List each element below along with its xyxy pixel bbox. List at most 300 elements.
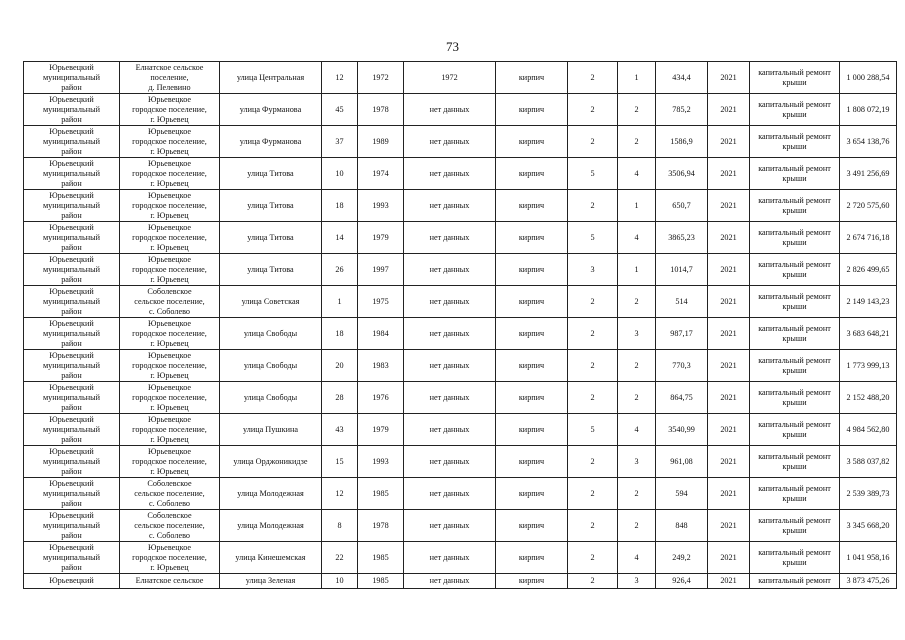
wall-material-cell: кирпич xyxy=(496,574,568,589)
work-type-cell-line: капитальный ремонт xyxy=(758,99,831,109)
area-cell: 249,2 xyxy=(656,542,708,574)
settlement-cell-line: г. Юрьевец xyxy=(150,242,189,252)
settlement-cell-line: г. Юрьевец xyxy=(150,370,189,380)
district-cell xyxy=(24,190,120,222)
district-cell-line: район xyxy=(61,402,82,412)
district-cell-line: муниципальный xyxy=(43,200,100,210)
house-number-cell: 14 xyxy=(322,222,358,254)
cost-cell: 1 808 072,19 xyxy=(840,94,897,126)
year-built-cell: 1978 xyxy=(358,94,404,126)
district-cell-line: район xyxy=(61,242,82,252)
area-cell: 770,3 xyxy=(656,350,708,382)
table-row xyxy=(24,62,897,94)
year-commissioning-cell: нет данных xyxy=(404,574,496,589)
settlement-cell-line: г. Юрьевец xyxy=(150,466,189,476)
area-cell: 864,75 xyxy=(656,382,708,414)
district-cell xyxy=(24,382,120,414)
district-cell-line: муниципальный xyxy=(43,136,100,146)
work-type-cell xyxy=(750,446,840,478)
wall-material-cell: кирпич xyxy=(496,190,568,222)
district-cell-line: Юрьевецкий xyxy=(49,318,94,328)
wall-material-cell: кирпич xyxy=(496,254,568,286)
work-type-cell xyxy=(750,414,840,446)
year-built-cell: 1985 xyxy=(358,542,404,574)
settlement-cell xyxy=(120,446,220,478)
cost-cell: 3 491 256,69 xyxy=(840,158,897,190)
district-cell xyxy=(24,446,120,478)
floors-cell: 2 xyxy=(568,190,618,222)
settlement-cell xyxy=(120,414,220,446)
entrances-cell: 4 xyxy=(618,222,656,254)
district-cell-line: Юрьевецкий xyxy=(49,478,94,488)
entrances-cell: 2 xyxy=(618,286,656,318)
settlement-cell-line: с. Соболево xyxy=(148,498,191,508)
area-cell: 594 xyxy=(656,478,708,510)
district-cell-line: район xyxy=(61,274,82,284)
settlement-cell-line: городское поселение, xyxy=(132,328,207,338)
wall-material-cell: кирпич xyxy=(496,158,568,190)
wall-material-cell: кирпич xyxy=(496,478,568,510)
table-row xyxy=(24,446,897,478)
district-cell-line: Юрьевецкий xyxy=(49,382,94,392)
entrances-cell: 2 xyxy=(618,510,656,542)
entrances-cell: 1 xyxy=(618,254,656,286)
year-commissioning-cell: нет данных xyxy=(404,446,496,478)
entrances-cell: 4 xyxy=(618,158,656,190)
cost-cell: 1 041 958,16 xyxy=(840,542,897,574)
year-commissioning-cell: нет данных xyxy=(404,94,496,126)
wall-material-cell: кирпич xyxy=(496,414,568,446)
street-cell: улица Фурманова xyxy=(220,94,322,126)
entrances-cell: 2 xyxy=(618,94,656,126)
work-type-cell-line: капитальный ремонт xyxy=(758,515,831,525)
entrances-cell: 1 xyxy=(618,190,656,222)
cost-cell: 4 984 562,80 xyxy=(840,414,897,446)
house-number-cell: 10 xyxy=(322,158,358,190)
settlement-cell-line: городское поселение, xyxy=(132,104,207,114)
street-cell: улица Молодежная xyxy=(220,478,322,510)
house-number-cell: 12 xyxy=(322,62,358,94)
street-cell: улица Пушкина xyxy=(220,414,322,446)
work-type-cell-line: капитальный ремонт xyxy=(758,355,831,365)
entrances-cell: 2 xyxy=(618,382,656,414)
year-commissioning-cell: нет данных xyxy=(404,190,496,222)
work-type-cell xyxy=(750,126,840,158)
cost-cell: 3 654 138,76 xyxy=(840,126,897,158)
floors-cell: 5 xyxy=(568,222,618,254)
area-cell: 434,4 xyxy=(656,62,708,94)
table-body xyxy=(24,62,897,589)
repair-year-cell: 2021 xyxy=(708,510,750,542)
year-built-cell: 1976 xyxy=(358,382,404,414)
work-type-cell-line: крыши xyxy=(782,205,807,215)
street-cell: улица Титова xyxy=(220,222,322,254)
district-cell-line: район xyxy=(61,370,82,380)
work-type-cell-line: крыши xyxy=(782,493,807,503)
district-cell-line: муниципальный xyxy=(43,232,100,242)
district-cell-line: район xyxy=(61,306,82,316)
year-built-cell: 1974 xyxy=(358,158,404,190)
table-row xyxy=(24,254,897,286)
entrances-cell: 4 xyxy=(618,414,656,446)
cost-cell: 3 683 648,21 xyxy=(840,318,897,350)
settlement-cell-line: Юрьевецкое xyxy=(147,350,192,360)
district-cell-line: муниципальный xyxy=(43,72,100,82)
district-cell-line: район xyxy=(61,210,82,220)
work-type-cell xyxy=(750,190,840,222)
district-cell-line: муниципальный xyxy=(43,168,100,178)
district-cell-line: район xyxy=(61,178,82,188)
table-row xyxy=(24,478,897,510)
street-cell: улица Свободы xyxy=(220,318,322,350)
district-cell xyxy=(24,126,120,158)
house-number-cell: 8 xyxy=(322,510,358,542)
area-cell: 650,7 xyxy=(656,190,708,222)
settlement-cell-line: городское поселение, xyxy=(132,200,207,210)
year-commissioning-cell: нет данных xyxy=(404,478,496,510)
settlement-cell-line: Юрьевецкое xyxy=(147,542,192,552)
settlement-cell-line: д. Пелевино xyxy=(148,82,191,92)
floors-cell: 2 xyxy=(568,350,618,382)
street-cell: улица Титова xyxy=(220,254,322,286)
floors-cell: 2 xyxy=(568,286,618,318)
year-built-cell: 1983 xyxy=(358,350,404,382)
house-number-cell: 1 xyxy=(322,286,358,318)
work-type-cell xyxy=(750,318,840,350)
entrances-cell: 4 xyxy=(618,542,656,574)
repair-year-cell: 2021 xyxy=(708,478,750,510)
cost-cell: 1 773 999,13 xyxy=(840,350,897,382)
street-cell: улица Свободы xyxy=(220,350,322,382)
table-row xyxy=(24,126,897,158)
district-cell-line: Юрьевецкий xyxy=(49,190,94,200)
district-cell-line: Юрьевецкий xyxy=(49,576,94,585)
work-type-cell xyxy=(750,222,840,254)
district-cell xyxy=(24,542,120,574)
district-cell-line: район xyxy=(61,82,82,92)
settlement-cell-line: городское поселение, xyxy=(132,264,207,274)
year-built-cell: 1985 xyxy=(358,478,404,510)
repair-year-cell: 2021 xyxy=(708,126,750,158)
district-cell-line: муниципальный xyxy=(43,456,100,466)
wall-material-cell: кирпич xyxy=(496,318,568,350)
repair-year-cell: 2021 xyxy=(708,222,750,254)
settlement-cell xyxy=(120,542,220,574)
district-cell xyxy=(24,350,120,382)
street-cell: улица Свободы xyxy=(220,382,322,414)
settlement-cell-line: г. Юрьевец xyxy=(150,146,189,156)
district-cell-line: район xyxy=(61,466,82,476)
settlement-cell-line: Юрьевецкое xyxy=(147,94,192,104)
house-number-cell: 10 xyxy=(322,574,358,589)
district-cell-line: район xyxy=(61,338,82,348)
year-commissioning-cell: нет данных xyxy=(404,286,496,318)
district-cell xyxy=(24,158,120,190)
district-cell-line: район xyxy=(61,114,82,124)
district-cell-line: район xyxy=(61,498,82,508)
wall-material-cell: кирпич xyxy=(496,286,568,318)
district-cell-line: Юрьевецкий xyxy=(49,254,94,264)
district-cell-line: муниципальный xyxy=(43,328,100,338)
entrances-cell: 1 xyxy=(618,62,656,94)
settlement-cell xyxy=(120,478,220,510)
district-cell xyxy=(24,94,120,126)
settlement-cell-line: Юрьевецкое xyxy=(147,318,192,328)
settlement-cell-line: городское поселение, xyxy=(132,232,207,242)
floors-cell: 2 xyxy=(568,446,618,478)
settlement-cell xyxy=(120,158,220,190)
floors-cell: 5 xyxy=(568,158,618,190)
table-row xyxy=(24,542,897,574)
settlement-cell xyxy=(120,510,220,542)
street-cell: улица Орджоникидзе xyxy=(220,446,322,478)
year-built-cell: 1978 xyxy=(358,510,404,542)
settlement-cell-line: г. Юрьевец xyxy=(150,210,189,220)
house-number-cell: 28 xyxy=(322,382,358,414)
work-type-cell-line: капитальный ремонт xyxy=(758,291,831,301)
district-cell-line: Юрьевецкий xyxy=(49,94,94,104)
work-type-cell-line: капитальный ремонт xyxy=(758,419,831,429)
settlement-cell-line: г. Юрьевец xyxy=(150,338,189,348)
repair-year-cell: 2021 xyxy=(708,158,750,190)
year-built-cell: 1984 xyxy=(358,318,404,350)
work-type-cell-line: капитальный ремонт xyxy=(758,163,831,173)
repair-year-cell: 2021 xyxy=(708,382,750,414)
house-number-cell: 12 xyxy=(322,478,358,510)
work-type-cell xyxy=(750,254,840,286)
cost-cell: 3 588 037,82 xyxy=(840,446,897,478)
repair-year-cell: 2021 xyxy=(708,94,750,126)
settlement-cell-line: городское поселение, xyxy=(132,392,207,402)
repair-year-cell: 2021 xyxy=(708,446,750,478)
work-type-cell xyxy=(750,158,840,190)
work-type-cell-line: крыши xyxy=(782,269,807,279)
floors-cell: 2 xyxy=(568,126,618,158)
entrances-cell: 2 xyxy=(618,478,656,510)
settlement-cell-line: городское поселение, xyxy=(132,168,207,178)
wall-material-cell: кирпич xyxy=(496,126,568,158)
district-cell xyxy=(24,478,120,510)
house-number-cell: 20 xyxy=(322,350,358,382)
year-commissioning-cell: нет данных xyxy=(404,414,496,446)
year-commissioning-cell: нет данных xyxy=(404,254,496,286)
settlement-cell-line: городское поселение, xyxy=(132,360,207,370)
street-cell: улица Молодежная xyxy=(220,510,322,542)
work-type-cell-line: крыши xyxy=(782,525,807,535)
year-commissioning-cell: нет данных xyxy=(404,318,496,350)
table-row xyxy=(24,318,897,350)
house-number-cell: 15 xyxy=(322,446,358,478)
work-type-cell-line: крыши xyxy=(782,109,807,119)
cost-cell: 2 149 143,23 xyxy=(840,286,897,318)
work-type-cell-line: крыши xyxy=(782,141,807,151)
district-cell xyxy=(24,286,120,318)
floors-cell: 2 xyxy=(568,510,618,542)
cost-cell: 2 720 575,60 xyxy=(840,190,897,222)
cost-cell: 2 539 389,73 xyxy=(840,478,897,510)
work-type-cell xyxy=(750,286,840,318)
settlement-cell-line: городское поселение, xyxy=(132,136,207,146)
street-cell: улица Центральная xyxy=(220,62,322,94)
district-cell-line: Юрьевецкий xyxy=(49,126,94,136)
area-cell: 785,2 xyxy=(656,94,708,126)
district-cell xyxy=(24,574,120,589)
settlement-cell-line: г. Юрьевец xyxy=(150,402,189,412)
district-cell xyxy=(24,414,120,446)
district-cell xyxy=(24,254,120,286)
work-type-cell-line: капитальный ремонт xyxy=(758,387,831,397)
floors-cell: 3 xyxy=(568,254,618,286)
settlement-cell-line: Соболевское xyxy=(147,478,192,488)
work-type-cell-line: крыши xyxy=(782,365,807,375)
house-number-cell: 18 xyxy=(322,318,358,350)
settlement-cell-line: г. Юрьевец xyxy=(150,178,189,188)
district-cell-line: муниципальный xyxy=(43,552,100,562)
settlement-cell-line: г. Юрьевец xyxy=(150,562,189,572)
year-built-cell: 1972 xyxy=(358,62,404,94)
table-row xyxy=(24,190,897,222)
cost-cell: 3 873 475,26 xyxy=(840,574,897,589)
table-row xyxy=(24,286,897,318)
street-cell: улица Кинешемская xyxy=(220,542,322,574)
cost-cell: 2 674 716,18 xyxy=(840,222,897,254)
year-built-cell: 1989 xyxy=(358,126,404,158)
settlement-cell-line: Соболевское xyxy=(147,286,192,296)
district-cell-line: Юрьевецкий xyxy=(49,542,94,552)
year-commissioning-cell: нет данных xyxy=(404,382,496,414)
settlement-cell-line: г. Юрьевец xyxy=(150,274,189,284)
year-commissioning-cell: нет данных xyxy=(404,542,496,574)
work-type-cell-line: капитальный ремонт xyxy=(758,195,831,205)
district-cell-line: муниципальный xyxy=(43,296,100,306)
district-cell-line: Юрьевецкий xyxy=(49,446,94,456)
entrances-cell: 2 xyxy=(618,126,656,158)
settlement-cell-line: сельское поселение, xyxy=(134,520,205,530)
wall-material-cell: кирпич xyxy=(496,510,568,542)
district-cell-line: район xyxy=(61,434,82,444)
table-row xyxy=(24,94,897,126)
cost-cell: 2 152 488,20 xyxy=(840,382,897,414)
house-number-cell: 43 xyxy=(322,414,358,446)
area-cell: 1014,7 xyxy=(656,254,708,286)
registry-table xyxy=(23,61,897,589)
settlement-cell xyxy=(120,222,220,254)
page-number: 73 xyxy=(446,39,459,54)
work-type-cell-line: капитальный ремонт xyxy=(758,131,831,141)
year-commissioning-cell: нет данных xyxy=(404,222,496,254)
repair-year-cell: 2021 xyxy=(708,414,750,446)
settlement-cell-line: городское поселение, xyxy=(132,456,207,466)
work-type-cell-line: крыши xyxy=(782,461,807,471)
entrances-cell: 3 xyxy=(618,574,656,589)
floors-cell: 2 xyxy=(568,542,618,574)
work-type-cell xyxy=(750,510,840,542)
year-built-cell: 1979 xyxy=(358,414,404,446)
settlement-cell xyxy=(120,254,220,286)
area-cell: 961,08 xyxy=(656,446,708,478)
settlement-cell-line: Юрьевецкое xyxy=(147,190,192,200)
table-row xyxy=(24,574,897,589)
district-cell-line: район xyxy=(61,146,82,156)
settlement-cell-line: городское поселение, xyxy=(132,552,207,562)
district-cell-line: Юрьевецкий xyxy=(49,414,94,424)
district-cell-line: Юрьевецкий xyxy=(49,222,94,232)
wall-material-cell: кирпич xyxy=(496,62,568,94)
district-cell xyxy=(24,62,120,94)
year-built-cell: 1993 xyxy=(358,446,404,478)
settlement-cell-line: поселение, xyxy=(150,72,189,82)
year-built-cell: 1985 xyxy=(358,574,404,589)
settlement-cell-line: Юрьевецкое xyxy=(147,382,192,392)
floors-cell: 2 xyxy=(568,62,618,94)
street-cell: улица Советская xyxy=(220,286,322,318)
settlement-cell xyxy=(120,382,220,414)
work-type-cell-line: крыши xyxy=(782,557,807,567)
work-type-cell xyxy=(750,478,840,510)
street-cell: улица Фурманова xyxy=(220,126,322,158)
wall-material-cell: кирпич xyxy=(496,446,568,478)
year-commissioning-cell: 1972 xyxy=(404,62,496,94)
work-type-cell-line: крыши xyxy=(782,77,807,87)
district-cell-line: муниципальный xyxy=(43,488,100,498)
year-built-cell: 1997 xyxy=(358,254,404,286)
floors-cell: 2 xyxy=(568,574,618,589)
wall-material-cell: кирпич xyxy=(496,94,568,126)
settlement-cell-line: Елнатское сельское xyxy=(135,576,204,585)
district-cell-line: Юрьевецкий xyxy=(49,158,94,168)
repair-year-cell: 2021 xyxy=(708,254,750,286)
area-cell: 926,4 xyxy=(656,574,708,589)
work-type-cell xyxy=(750,542,840,574)
wall-material-cell: кирпич xyxy=(496,350,568,382)
work-type-cell-line: капитальный ремонт xyxy=(758,547,831,557)
entrances-cell: 2 xyxy=(618,350,656,382)
street-cell: улица Титова xyxy=(220,158,322,190)
settlement-cell xyxy=(120,62,220,94)
table-row xyxy=(24,222,897,254)
wall-material-cell: кирпич xyxy=(496,382,568,414)
settlement-cell-line: г. Юрьевец xyxy=(150,434,189,444)
cost-cell: 3 345 668,20 xyxy=(840,510,897,542)
district-cell-line: муниципальный xyxy=(43,392,100,402)
settlement-cell-line: Юрьевецкое xyxy=(147,446,192,456)
wall-material-cell: кирпич xyxy=(496,542,568,574)
work-type-cell-line: капитальный ремонт xyxy=(758,483,831,493)
work-type-cell-line: капитальный ремонт xyxy=(758,227,831,237)
table-row xyxy=(24,158,897,190)
repair-year-cell: 2021 xyxy=(708,286,750,318)
repair-year-cell: 2021 xyxy=(708,190,750,222)
settlement-cell xyxy=(120,190,220,222)
repair-year-cell: 2021 xyxy=(708,350,750,382)
repair-year-cell: 2021 xyxy=(708,542,750,574)
work-type-cell-line: капитальный ремонт xyxy=(758,67,831,77)
area-cell: 514 xyxy=(656,286,708,318)
floors-cell: 2 xyxy=(568,478,618,510)
settlement-cell xyxy=(120,286,220,318)
work-type-cell-line: капитальный ремонт xyxy=(758,323,831,333)
floors-cell: 5 xyxy=(568,414,618,446)
year-commissioning-cell: нет данных xyxy=(404,510,496,542)
year-commissioning-cell: нет данных xyxy=(404,350,496,382)
cost-cell: 2 826 499,65 xyxy=(840,254,897,286)
repair-year-cell: 2021 xyxy=(708,62,750,94)
district-cell-line: район xyxy=(61,530,82,540)
work-type-cell xyxy=(750,94,840,126)
district-cell-line: Юрьевецкий xyxy=(49,286,94,296)
settlement-cell xyxy=(120,126,220,158)
street-cell: улица Зеленая xyxy=(220,574,322,589)
